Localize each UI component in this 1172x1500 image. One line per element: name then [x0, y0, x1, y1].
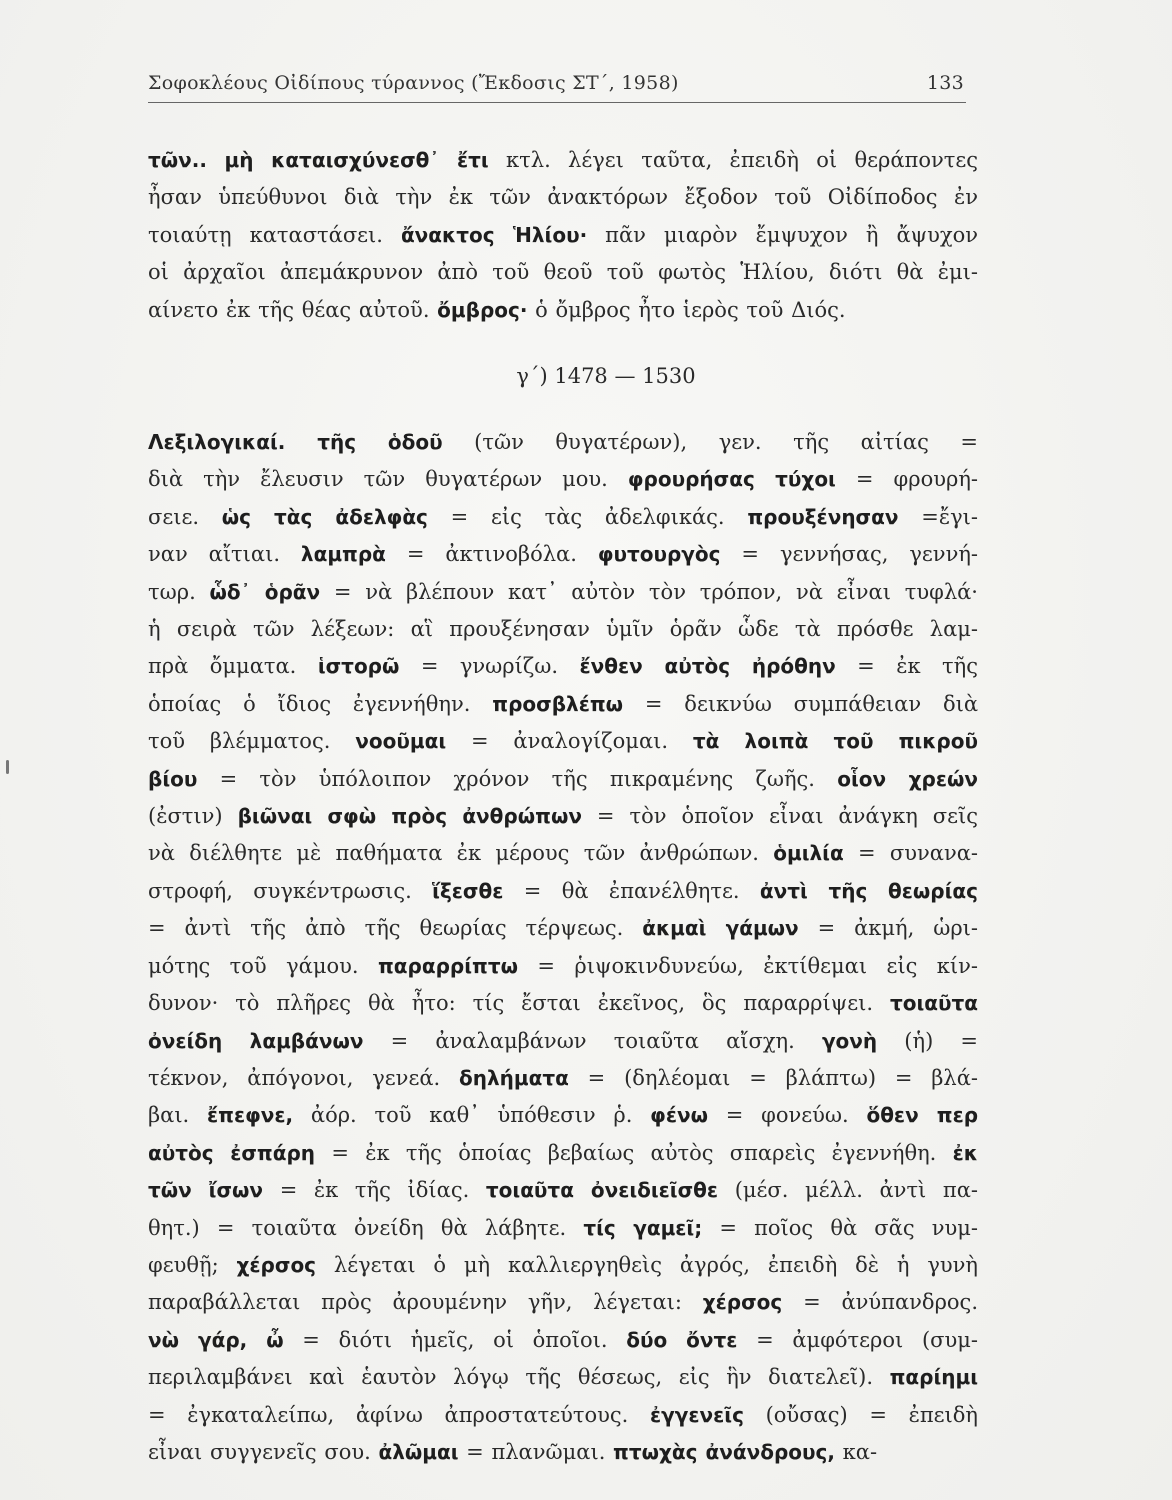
gloss-text: = (δηλέομαι = βλάπτω) = βλά- [568, 1065, 978, 1090]
lemma-bold: φένω [650, 1103, 708, 1128]
gloss-text: (τῶν θυγατέρων), γεν. τῆς αἰτίας = [442, 430, 978, 454]
gloss-text: βαι. [148, 1103, 208, 1128]
gloss-text: = γνωρίζω. [399, 654, 580, 679]
gloss-text: εἶναι συγγενεῖς σου. [148, 1439, 379, 1464]
text-line [148, 499, 978, 536]
header-rule [148, 102, 966, 103]
gloss-text: (ἐστιν) [148, 804, 238, 829]
gloss-text: = ἐγκαταλείπω, ἀφίνω ἀπροστατεύτους. [148, 1402, 651, 1427]
gloss-text: (ἡ) = [877, 1028, 978, 1053]
text-line [148, 761, 978, 798]
gloss-text: = ἐκ τῆς ὁποίας βεβαίως αὐτὸς σπαρεὶς ἐγεννήθη. [315, 1140, 953, 1165]
text-line [148, 948, 978, 985]
gloss-text: = ἀνύπανδρος. [782, 1290, 978, 1315]
gloss-text: = ποῖος θὰ σᾶς νυμ- [702, 1215, 979, 1240]
lemma-bold: ὁμιλία [773, 841, 844, 866]
gloss-text: αίνετο ἐκ τῆς θέας αὐτοῦ. [148, 297, 438, 322]
lemma-bold: βίου [148, 766, 198, 791]
text-line [148, 1172, 978, 1209]
gloss-text: περιλαμβάνει καὶ ἑαυτὸν λόγῳ τῆς θέσεως, εἰς ἣν διατελεῖ). [148, 1365, 890, 1390]
text-line [148, 723, 978, 760]
lemma-bold: ἔνθεν αὐτὸς ἠρόθην [579, 654, 836, 679]
lemma-bold: προσβλέπω [492, 691, 624, 716]
lemma-bold: αὐτὸς ἐσπάρη [148, 1140, 316, 1165]
lemma-bold: Λεξιλογικαί. τῆς ὁδοῦ [148, 430, 443, 454]
gloss-text: =ἔγι- [898, 504, 978, 529]
gloss-text: νὰ διέλθητε μὲ παθήματα ἐκ μέρους τῶν ἀνθρώπων. [148, 841, 774, 866]
text-line [148, 1210, 978, 1247]
gloss-text: = ἀκμή, ὡρι- [798, 916, 979, 941]
lemma-bold: ὄμβρος· [437, 297, 528, 322]
gloss-text: = τὸν ὑπόλοιπον χρόνον τῆς πικραμένης ζωῆς. [197, 766, 838, 791]
text-line [148, 1434, 978, 1471]
gloss-text: δυνον· τὸ πλῆρες θὰ ἦτο: τίς ἔσται ἐκεῖνος, ὃς παραρρίψει. [148, 991, 890, 1016]
lemma-bold: ἄνακτος Ἡλίου· [400, 222, 588, 247]
text-line [148, 1247, 978, 1284]
gloss-text: ὁ ὄμβρος ἦτο ἱερὸς τοῦ Διός. [527, 297, 846, 322]
gloss-text: = ῥιψοκινδυνεύω, ἐκτίθεμαι εἰς κίν- [517, 953, 978, 978]
lemma-bold: πτωχὰς ἀνάνδρους, [613, 1439, 835, 1464]
text-line [148, 217, 978, 254]
gloss-text: μότης τοῦ γάμου. [148, 953, 378, 978]
gloss-text: = νὰ βλέπουν κατ᾽ αὐτὸν τὸν τρόπον, νὰ εἶναι τυφλά· [320, 579, 978, 604]
lemma-bold: τοιαῦτα ὀνειδιεῖσθε [485, 1178, 719, 1203]
gloss-text: τέκνον, ἀπόγονοι, γενεά. [148, 1065, 460, 1090]
text-line [148, 1397, 978, 1434]
text-line [148, 536, 978, 573]
lemma-bold: παρίημι [889, 1365, 978, 1390]
gloss-text: (μέσ. μέλλ. ἀντὶ πα- [718, 1178, 979, 1203]
lemma-bold: ὀνείδη λαμβάνων [148, 1028, 364, 1053]
gloss-text: = φρουρή- [835, 467, 978, 492]
gloss-text: = διότι ἡμεῖς, οἱ ὁποῖοι. [283, 1327, 627, 1352]
gloss-text: φευθῇ; [148, 1252, 237, 1277]
lemma-bold: γονὴ [821, 1028, 878, 1053]
text-line [148, 1060, 978, 1097]
gloss-text: πρὰ ὄμματα. [148, 654, 318, 679]
text-line [148, 254, 978, 291]
lemma-bold: ἵξεσθε [432, 878, 504, 903]
text-line [148, 142, 978, 179]
gloss-text: ἀόρ. τοῦ καθ᾽ ὑπόθεσιν ῥ. [293, 1103, 651, 1128]
text-line [148, 1097, 978, 1134]
lemma-bold: οἷον χρεών [837, 766, 978, 791]
text-line [148, 873, 978, 910]
text-line [148, 1359, 978, 1396]
gloss-text: = ἀναλογίζομαι. [446, 729, 693, 754]
lemma-bold: ὡς τὰς ἀδελφὰς [221, 504, 428, 529]
text-line [148, 574, 978, 611]
text-line [148, 179, 978, 216]
gloss-text: ἦσαν ὑπεύθυνοι διὰ τὴν ἐκ τῶν ἀνακτόρων ἔξοδον τοῦ Οἰδίποδος ἐν [148, 185, 978, 210]
text-line [148, 1023, 978, 1060]
gloss-text: = ἐκ τῆς ἰδίας. [263, 1178, 486, 1203]
margin-mark [6, 760, 9, 774]
gloss-text: ναν αἴτιαι. [148, 542, 301, 567]
gloss-text: ἡ σειρὰ τῶν λέξεων: αἳ προυξένησαν ὑμῖν ὁρᾶν ὧδε τὰ πρόσθε λαμ- [148, 617, 978, 642]
page-header [148, 72, 964, 94]
lemma-bold: τῶν ἴσων [148, 1178, 264, 1203]
text-line [148, 424, 978, 461]
gloss-text: τωρ. [148, 579, 210, 604]
lemma-bold: φρουρήσας τύχοι [627, 467, 836, 492]
commentary-paragraph-1 [148, 142, 978, 329]
text-line [148, 611, 978, 648]
gloss-text: = θὰ ἐπανέλθητε. [503, 878, 760, 903]
gloss-text: = συνανα- [843, 841, 978, 866]
lemma-bold: ἱστορῶ [317, 654, 400, 679]
gloss-text: τοῦ βλέμματος. [148, 729, 356, 754]
gloss-text: θητ.) = τοιαῦτα ὀνείδη θὰ λάβητε. [148, 1215, 584, 1240]
lemma-bold: δύο ὄντε [626, 1327, 738, 1352]
lemma-bold: τοιαῦτα [889, 991, 978, 1016]
section-heading: γ΄) 1478 — 1530 [516, 364, 696, 388]
lemma-bold: ἀκμαὶ γάμων [642, 916, 799, 941]
gloss-text: = δεικνύω συμπάθειαν διὰ [623, 691, 979, 716]
gloss-text: τοιαύτῃ καταστάσει. [148, 222, 401, 247]
gloss-text: παραβάλλεται πρὸς ἀρουμένην γῆν, λέγεται: [148, 1290, 703, 1315]
gloss-text: κα- [834, 1439, 878, 1464]
lemma-bold: χέρσος [236, 1252, 317, 1277]
lemma-bold: ὅθεν περ [866, 1103, 979, 1128]
lemma-bold: βιῶναι σφὼ πρὸς ἀνθρώπων [237, 804, 582, 829]
text-line [148, 910, 978, 947]
text-line [148, 798, 978, 835]
text-line [148, 1284, 978, 1321]
lemma-bold: νοοῦμαι [355, 729, 447, 754]
lemma-bold: ἔπεφνε, [207, 1103, 294, 1128]
lemma-bold: παραρρίπτω [377, 953, 518, 978]
gloss-text: = ἀντὶ τῆς ἀπὸ τῆς θεωρίας τέρψεως. [148, 916, 643, 941]
lemma-bold: χέρσος [702, 1290, 783, 1315]
text-line [148, 686, 978, 723]
gloss-text: (οὔσας) = ἐπειδὴ [743, 1402, 978, 1427]
gloss-text: = τὸν ὁποῖον εἶναι ἀνάγκη σεῖς [581, 804, 978, 829]
running-title: Σοφοκλέους Οἰδίπους τύραννος (Ἔκδοσις ΣΤ΄, 1958) [148, 72, 679, 94]
lemma-bold: ἀντὶ τῆς θεωρίας [759, 878, 978, 903]
lemma-bold: τίς γαμεῖ; [583, 1215, 703, 1240]
gloss-text: οἱ ἀρχαῖοι ἀπεμάκρυνον ἀπὸ τοῦ θεοῦ τοῦ φωτὸς Ἡλίου, διότι θὰ ἐμι- [148, 260, 978, 285]
lemma-bold: ἐκ [952, 1140, 978, 1165]
text-line [148, 461, 978, 498]
text-line [148, 292, 978, 329]
gloss-text: = ἀναλαμβάνων τοιαῦτα αἴσχη. [363, 1028, 822, 1053]
gloss-text: ὁποίας ὁ ἴδιος ἐγεννήθην. [148, 691, 493, 716]
text-line [148, 1322, 978, 1359]
commentary-paragraph-lexical [148, 424, 978, 1471]
lemma-bold: ἐγγενεῖς [650, 1402, 744, 1427]
gloss-text: = ἀκτινοβόλα. [385, 542, 598, 567]
gloss-text: διὰ τὴν ἔλευσιν τῶν θυγατέρων μου. [148, 467, 628, 492]
gloss-text: = πλανῶμαι. [458, 1439, 614, 1464]
lemma-bold: ἀλῶμαι [378, 1439, 459, 1464]
gloss-text: = γεννήσας, γεννή- [720, 542, 979, 567]
gloss-text: = φονεύω. [707, 1103, 867, 1128]
text-line [148, 835, 978, 872]
page-number: 133 [926, 72, 964, 94]
lemma-bold: ὧδ᾽ ὁρᾶν [209, 579, 321, 604]
lemma-bold: τὰ λοιπὰ τοῦ πικροῦ [692, 729, 978, 754]
lemma-bold: φυτουργὸς [597, 542, 721, 567]
lemma-bold: νὼ γάρ, ὦ [148, 1327, 284, 1352]
gloss-text: κτλ. λέγει ταῦτα, ἐπειδὴ οἱ θεράποντες [488, 148, 978, 172]
lemma-bold: δηλήματα [459, 1065, 569, 1090]
text-line [148, 985, 978, 1022]
gloss-text: πᾶν μιαρὸν ἔμψυχον ἢ ἄψυχον [587, 222, 979, 247]
gloss-text: = εἰς τὰς ἀδελφικάς. [427, 504, 748, 529]
gloss-text: λέγεται ὁ μὴ καλλιεργηθεὶς ἀγρός, ἐπειδὴ δὲ ἡ γυνὴ [316, 1252, 978, 1277]
gloss-text: σειε. [148, 504, 222, 529]
gloss-text: = ἀμφότεροι (συμ- [737, 1327, 978, 1352]
gloss-text: στροφή, συγκέντρωσις. [148, 878, 433, 903]
lemma-bold: λαμπρὰ [300, 542, 386, 567]
gloss-text: = ἐκ τῆς [835, 654, 979, 679]
text-line [148, 1135, 978, 1172]
lemma-bold: τῶν.. μὴ καταισχύνεσθ᾽ ἔτι [148, 148, 489, 172]
text-line [148, 648, 978, 685]
lemma-bold: προυξένησαν [747, 504, 899, 529]
